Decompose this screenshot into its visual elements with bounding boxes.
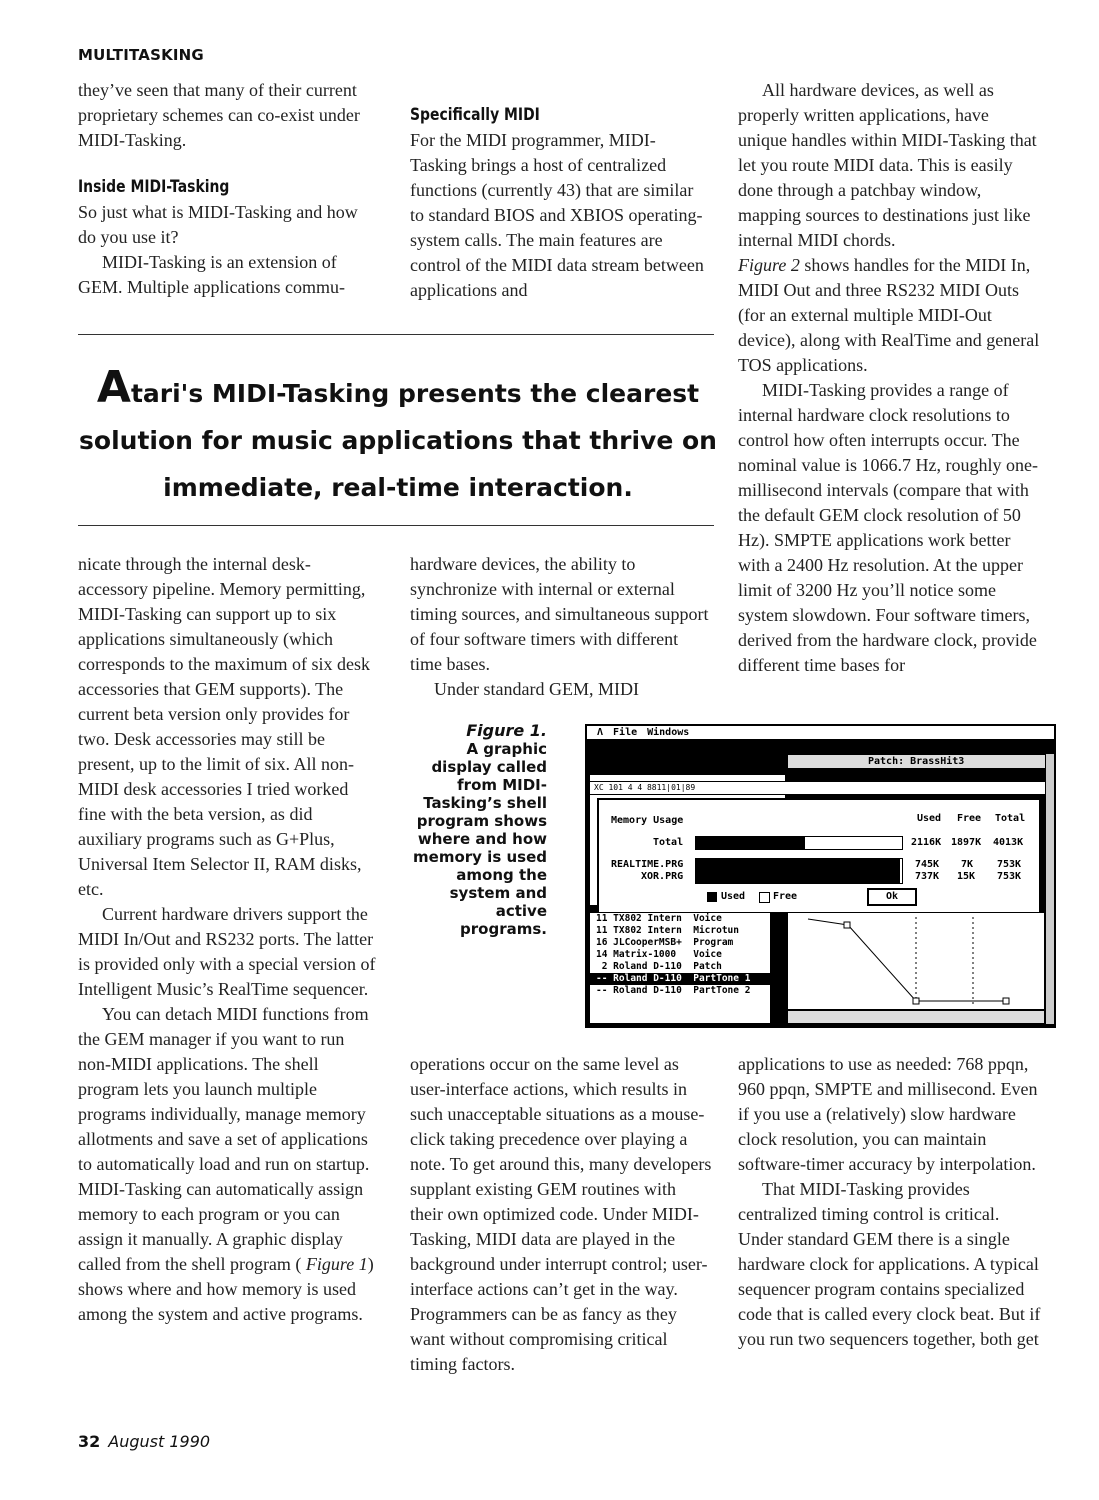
paragraph: That MIDI-Tasking provides centralized timing control is critical. Under standard GEM there is a single hardware clock for applications. A typical sequencer program contains specialized code that is called every clock beat. But if you run two sequencers together, both get bbox=[738, 1179, 1041, 1349]
column-2-mid bbox=[410, 552, 712, 702]
pull-quote-text: tari's MIDI-Tasking presents the clearest solution for music applications that thrive on immediate, real-time interaction. bbox=[79, 379, 717, 502]
legend-used: Used bbox=[721, 891, 746, 902]
issue-date: August 1990 bbox=[108, 1432, 211, 1451]
row-label: REALTIME.PRG bbox=[611, 859, 684, 870]
paragraph: operations occur on the same level as user-interface actions, which results in such unacceptable situations as a mouse-click taking precedence over playing a note. To get around this, many developers supplant existing GEM routines with their own optimized code. Under MIDI-Tasking, MIDI data are played in the background under interrupt control; user-interface actions can’t get in the way. Programmers can be as fancy as they want without compromising critical timing factors. bbox=[410, 1054, 712, 1374]
row-label: XOR.PRG bbox=[641, 871, 684, 882]
row-free: 7K bbox=[961, 859, 974, 870]
pullquote-rule-bottom bbox=[78, 525, 714, 526]
paragraph: MIDI-Tasking provides a range of internal hardware clock resolutions to control how often interrupts occur. The nominal value is 1066.7 Hz, roughly one-millisecond intervals (compare that with the default GEM clock resolution of 50 Hz). SMPTE applications work better with a 2400 Hz resolution. At the upper limit of 3200 Hz you’ll notice some system slowdown. Four software timers, derived from the hardware clock, provide different time bases for bbox=[738, 380, 1038, 675]
paragraph: shows handles for the MIDI In, MIDI Out and three RS232 MIDI Outs (for an external multiple MIDI-Out device), along with RealTime and general TOS applications. bbox=[738, 255, 1040, 375]
list-item[interactable]: 2 Roland D-110 Patch bbox=[596, 961, 722, 972]
row-used: 2116K bbox=[911, 837, 942, 848]
paragraph: hardware devices, the ability to synchronize with internal or external timing sources, and simultaneous support of four software timers with different time bases. bbox=[410, 554, 709, 674]
envelope-graph-svg bbox=[788, 913, 1044, 1009]
column-1-bottom bbox=[78, 552, 380, 1327]
legend-used-swatch bbox=[707, 892, 717, 902]
figure-1-screenshot bbox=[585, 724, 1056, 1028]
horizontal-scrollbar[interactable] bbox=[787, 1010, 1045, 1024]
paragraph: Under standard GEM, MIDI bbox=[434, 679, 639, 699]
paragraph: So just what is MIDI-Tasking and how do you use it? bbox=[78, 202, 358, 247]
toolbar bbox=[589, 781, 1051, 795]
memory-bar-fill bbox=[696, 859, 900, 883]
row-total: 753K bbox=[997, 859, 1022, 870]
list-item[interactable]: 16 JLCooperMSB+ Program bbox=[596, 937, 734, 948]
ok-button[interactable]: Ok bbox=[867, 888, 917, 906]
instrument-list bbox=[589, 912, 771, 1024]
column-1-top bbox=[78, 78, 378, 300]
column-free: Free bbox=[957, 813, 982, 824]
patch-window-title bbox=[787, 754, 1049, 769]
envelope-graph bbox=[787, 912, 1045, 1010]
menu-file: File bbox=[613, 727, 638, 738]
paragraph: You can detach MIDI functions from the GEM manager if you want to run non-MIDI applications. The shell program lets you launch multiple programs individually, manage memory allotments and save a set of applications to automatically load and run on startup. MIDI-Tasking can automatically assign memory to each program or you can assign it manually. A graphic display called from the shell program ( bbox=[78, 1004, 370, 1274]
memory-bar-fill bbox=[696, 837, 805, 849]
paragraph: MIDI-Tasking is an extension of GEM. Multiple applications commu- bbox=[78, 252, 345, 297]
column-total: Total bbox=[995, 813, 1026, 824]
pull-quote bbox=[78, 362, 718, 511]
vertical-scrollbar[interactable] bbox=[1045, 754, 1054, 1024]
page-number: 32 bbox=[78, 1432, 101, 1451]
menu-windows: Windows bbox=[647, 727, 690, 738]
envelope-segment bbox=[808, 919, 848, 925]
column-2-bottom bbox=[410, 1052, 712, 1377]
patch-title: Patch: BrassHit3 bbox=[868, 756, 965, 767]
section-heading: Inside MIDI-Tasking bbox=[78, 177, 230, 197]
row-used: 737K bbox=[915, 871, 940, 882]
row-total: 4013K bbox=[993, 837, 1024, 848]
paragraph: they’ve seen that many of their current proprietary schemes can co-exist under MIDI-Tasking. bbox=[78, 80, 360, 150]
pullquote-rule-top bbox=[78, 334, 714, 335]
memory-bar bbox=[695, 858, 903, 884]
drop-cap: A bbox=[96, 362, 131, 413]
paragraph: ) shows where and how memory is used among the system and active programs. bbox=[78, 1254, 374, 1324]
envelope-segment bbox=[848, 925, 916, 1001]
memory-usage-dialog bbox=[597, 798, 1041, 914]
paragraph: Current hardware drivers support the MIDI In/Out and RS232 ports. The latter is provided only with a special version of Intelligent Music’s RealTime sequencer. bbox=[78, 904, 376, 999]
paragraph: All hardware devices, as well as properly written applications, have unique handles within MIDI-Tasking that let you route MIDI data. This is easily done through a patchbay window, mapping sources to destinations just like internal MIDI chords. bbox=[738, 80, 1037, 250]
row-free: 15K bbox=[957, 871, 976, 882]
column-2-top bbox=[410, 102, 710, 303]
figure-caption bbox=[405, 722, 547, 938]
column-used: Used bbox=[917, 813, 942, 824]
atari-icon: Λ bbox=[597, 727, 604, 738]
toolbar-text: XC 101 4 4 8811|01|89 bbox=[594, 783, 696, 792]
figure-reference: Figure 2 bbox=[738, 255, 800, 275]
envelope-handle[interactable] bbox=[1003, 998, 1009, 1004]
page-footer bbox=[78, 1432, 210, 1451]
list-item-selected[interactable]: -- Roland D-110 PartTone 1 bbox=[590, 973, 770, 985]
envelope-handle[interactable] bbox=[844, 922, 850, 928]
running-head: MULTITASKING bbox=[78, 46, 204, 64]
dialog-title: Memory Usage bbox=[611, 815, 684, 826]
list-item[interactable]: 11 TX802 Intern Microtun bbox=[596, 925, 739, 936]
figure-reference: Figure 1 bbox=[305, 1254, 368, 1274]
memory-bar bbox=[695, 836, 903, 850]
figure-caption-text: A graphic display called from MIDI-Tasking’s shell program shows where and how memory is used among the system and active programs. bbox=[413, 740, 547, 938]
column-3-top bbox=[738, 78, 1042, 678]
column-3-bottom bbox=[738, 1052, 1042, 1352]
section-heading: Specifically MIDI bbox=[410, 105, 540, 125]
figure-label: Figure 1. bbox=[466, 721, 547, 740]
row-used: 745K bbox=[915, 859, 940, 870]
row-label: Total bbox=[653, 837, 684, 848]
row-total: 753K bbox=[997, 871, 1022, 882]
paragraph: applications to use as needed: 768 ppqn, 960 ppqn, SMPTE and millisecond. Even if you use a (relatively) slow hardware clock resolution, you can maintain software-timer accuracy by interpolation. bbox=[738, 1054, 1038, 1174]
legend-free-swatch bbox=[759, 892, 770, 903]
row-free: 1897K bbox=[951, 837, 982, 848]
menu-bar bbox=[587, 726, 1054, 740]
envelope-handle[interactable] bbox=[913, 998, 919, 1004]
list-item[interactable]: 11 TX802 Intern Voice bbox=[596, 913, 722, 924]
list-item[interactable]: 14 Matrix-1000 Voice bbox=[596, 949, 722, 960]
paragraph: For the MIDI programmer, MIDI-Tasking brings a host of centralized functions (currently 43) that are similar to standard BIOS and XBIOS operating-system calls. The main features are control of the MIDI data stream between applications and bbox=[410, 130, 704, 300]
paragraph: nicate through the internal desk-accessory pipeline. Memory permitting, MIDI-Tasking can support up to six applications simultaneously (which corresponds to the maximum of six desk accessories that GEM supports). The current beta version only provides for two. Desk accessories may still be present, up to the limit of six. All non-MIDI desk accessories I tried worked fine with the beta version, as did auxiliary programs such as G+Plus, Universal Item Selector II, RAM disks, etc. bbox=[78, 554, 370, 899]
legend-free: Free bbox=[773, 891, 798, 902]
list-item[interactable]: -- Roland D-110 PartTone 2 bbox=[596, 985, 751, 996]
